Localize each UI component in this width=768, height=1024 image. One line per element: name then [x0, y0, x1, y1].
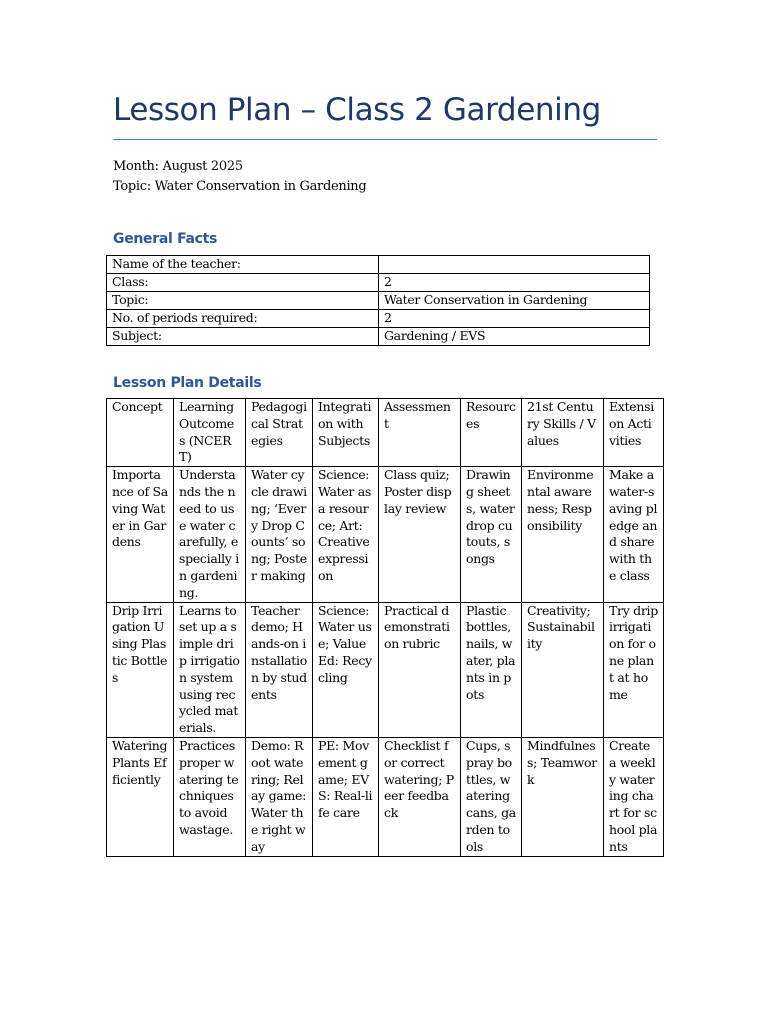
table-cell: Make a water-saving pledge and share with the class: [604, 467, 664, 602]
table-row: [107, 292, 650, 310]
table-cell: Create a weekly watering chart for school plants: [604, 737, 664, 856]
table-cell: Practices proper watering techniques to avoid wastage.: [174, 737, 246, 856]
title-underline: [113, 139, 657, 140]
fact-value: 2: [379, 274, 650, 292]
table-cell: Drip Irrigation Using Plastic Bottles: [107, 602, 174, 737]
table-cell: Teacher demo; Hands-on installation by students: [246, 602, 313, 737]
column-header: Resources: [461, 399, 522, 467]
table-cell: Science: Water use; Value Ed: Recycling: [313, 602, 379, 737]
column-header: Extension Activities: [604, 399, 664, 467]
lesson-plan-table: [106, 398, 664, 857]
table-row: [107, 328, 650, 346]
fact-label: Subject:: [107, 328, 379, 346]
fact-value: Water Conservation in Gardening: [379, 292, 650, 310]
table-row: [107, 256, 650, 274]
fact-label: Class:: [107, 274, 379, 292]
fact-label: Name of the teacher:: [107, 256, 379, 274]
table-cell: Class quiz; Poster display review: [379, 467, 461, 602]
table-row: [107, 274, 650, 292]
fact-label: No. of periods required:: [107, 310, 379, 328]
column-header: Integration with Subjects: [313, 399, 379, 467]
general-facts-heading: General Facts: [113, 231, 218, 247]
table-cell: PE: Movement game; EVS: Real-life care: [313, 737, 379, 856]
column-header: Concept: [107, 399, 174, 467]
table-header-row: [107, 399, 664, 467]
table-row: [107, 310, 650, 328]
table-cell: Importance of Saving Water in Gardens: [107, 467, 174, 602]
general-facts-table: [106, 255, 650, 346]
fact-value: [379, 256, 650, 274]
column-header: 21st Century Skills / Values: [522, 399, 604, 467]
month-line: Month: August 2025: [113, 159, 243, 174]
fact-value: 2: [379, 310, 650, 328]
fact-label: Topic:: [107, 292, 379, 310]
table-row: [107, 467, 664, 602]
table-cell: Drawing sheets, water drop cutouts, songs: [461, 467, 522, 602]
table-cell: Demo: Root watering; Relay game: Water the right way: [246, 737, 313, 856]
table-cell: Water cycle drawing; ‘Every Drop Counts’ song; Poster making: [246, 467, 313, 602]
lesson-plan-details-heading: Lesson Plan Details: [113, 375, 262, 391]
table-row: [107, 737, 664, 856]
document-title: Lesson Plan – Class 2 Gardening: [113, 92, 601, 128]
table-cell: Environmental awareness; Responsibility: [522, 467, 604, 602]
table-cell: Plastic bottles, nails, water, plants in pots: [461, 602, 522, 737]
table-cell: Learns to set up a simple drip irrigation system using recycled materials.: [174, 602, 246, 737]
table-cell: Cups, spray bottles, watering cans, garden tools: [461, 737, 522, 856]
table-cell: Understands the need to use water carefully, especially in gardening.: [174, 467, 246, 602]
fact-value: Gardening / EVS: [379, 328, 650, 346]
table-cell: Mindfulness; Teamwork: [522, 737, 604, 856]
column-header: Learning Outcomes (NCERT): [174, 399, 246, 467]
table-cell: Watering Plants Efficiently: [107, 737, 174, 856]
column-header: Pedagogical Strategies: [246, 399, 313, 467]
table-cell: Checklist for correct watering; Peer feedback: [379, 737, 461, 856]
column-header: Assessment: [379, 399, 461, 467]
table-cell: Science: Water as a resource; Art: Creative expression: [313, 467, 379, 602]
table-cell: Practical demonstration rubric: [379, 602, 461, 737]
table-cell: Try drip irrigation for one plant at home: [604, 602, 664, 737]
table-cell: Creativity; Sustainability: [522, 602, 604, 737]
topic-line: Topic: Water Conservation in Gardening: [113, 179, 367, 194]
table-row: [107, 602, 664, 737]
